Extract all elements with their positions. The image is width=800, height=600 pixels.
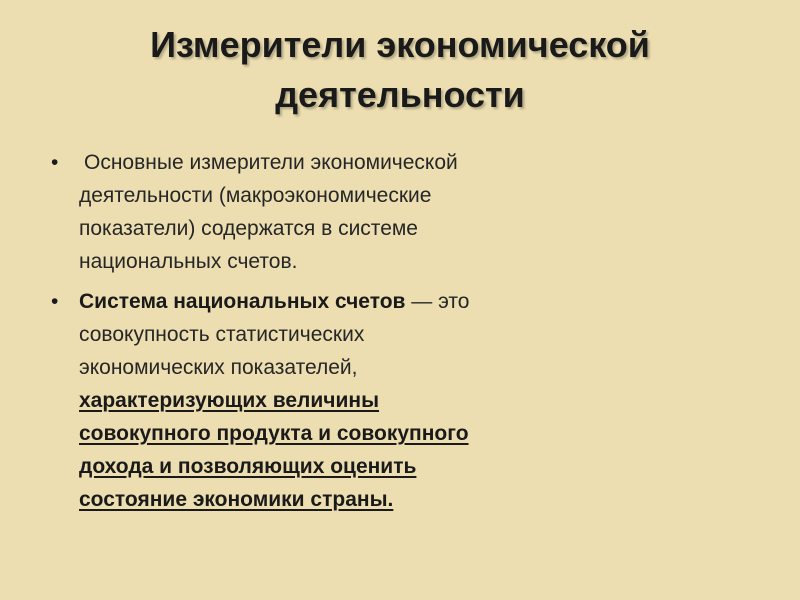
bullet-text-line: Основные измерители экономической xyxy=(84,151,458,174)
emphasized-line xyxy=(79,450,608,483)
emphasized-text: состояние экономики страны. xyxy=(79,488,394,511)
emphasized-text: совокупного продукта и совокупного xyxy=(79,422,469,445)
title-line: Измерители экономической xyxy=(150,24,650,65)
bullet-dot-icon: • xyxy=(51,290,59,313)
definition-line xyxy=(79,285,608,318)
definition-dash: — это xyxy=(405,290,470,313)
title-line: деятельности xyxy=(275,74,525,115)
bullet-text-line: деятельности (макроэкономические xyxy=(79,184,432,207)
bullet-text-line: экономических показателей, xyxy=(79,356,358,379)
bullet-text-line: показатели) содержатся в системе xyxy=(79,217,418,240)
bullet-dot-icon: • xyxy=(51,151,59,174)
emphasized-line xyxy=(79,384,608,417)
emphasized-line xyxy=(79,483,608,516)
slide-title xyxy=(40,20,760,120)
emphasized-text: характеризующих величины xyxy=(79,389,380,412)
bullet-list xyxy=(48,146,608,516)
emphasized-line xyxy=(79,417,608,450)
bullet-item-sna-definition xyxy=(48,285,608,516)
bullet-item-main-measures xyxy=(48,146,608,278)
defined-term: Система национальных счетов xyxy=(79,290,406,313)
emphasized-text: дохода и позволяющих оценить xyxy=(79,455,417,478)
bullet-text-line: национальных счетов. xyxy=(79,250,298,273)
bullet-text-line: совокупность статистических xyxy=(79,323,365,346)
